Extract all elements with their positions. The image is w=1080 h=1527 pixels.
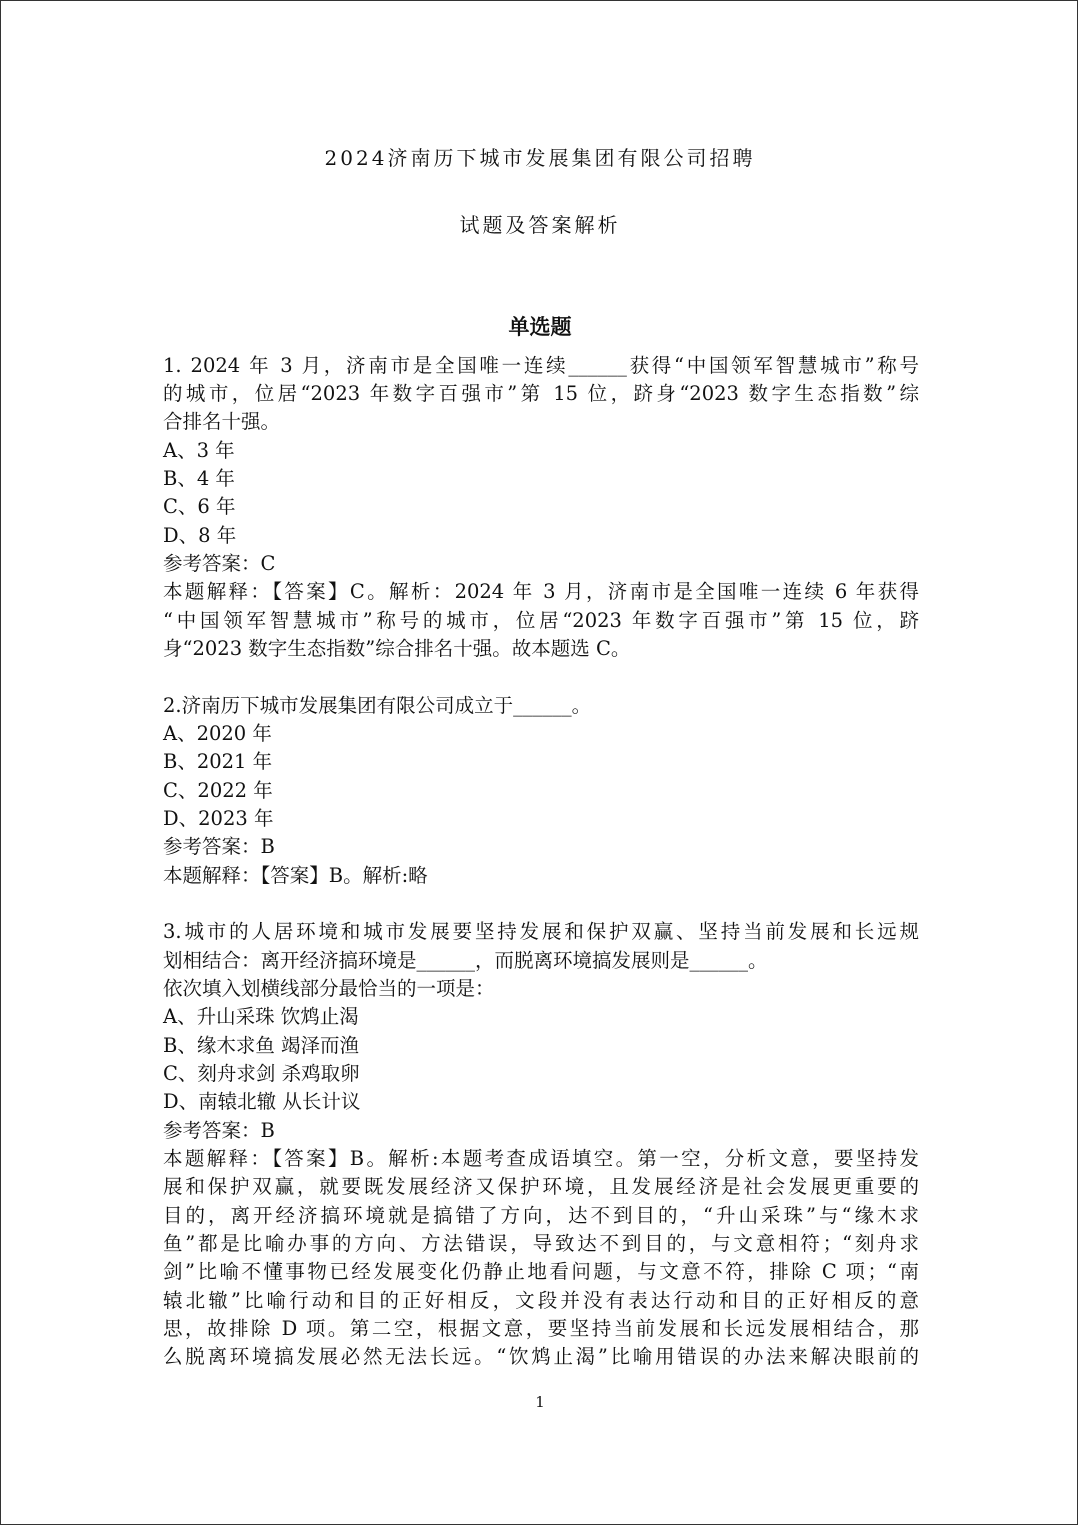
question-3-option-c: C、刻舟求剑 杀鸡取卵 [163,1062,360,1085]
question-1-answer: 参考答案：C [163,552,276,575]
question-2-option-c: C、2022 年 [163,779,273,802]
question-1-option-b: B、4 年 [163,467,235,490]
question-3-explanation-line-6: 辕北辙”比喻行动和目的正好相反，文段并没有表达行动和目的正好相反的意 [163,1289,919,1312]
section-heading: 单选题 [508,315,572,339]
question-3-explanation-line-2: 展和保护双赢，就要既发展经济又保护环境，且发展经济是社会发展更重要的 [163,1175,919,1198]
question-3-answer: 参考答案：B [163,1119,275,1142]
question-3-option-a: A、升山采珠 饮鸩止渴 [163,1005,359,1028]
question-3-explanation-line-8: 么脱离环境搞发展必然无法长远。“饮鸩止渴”比喻用错误的办法来解决眼前的 [163,1345,919,1368]
document-title-line-1: 2024济南历下城市发展集团有限公司招聘 [324,146,756,170]
page-number: 1 [535,1393,545,1411]
question-3-stem-line-3: 依次填入划横线部分最恰当的一项是： [163,977,495,1000]
question-1-explanation-line-1: 本题解释：【答案】C。解析：2024 年 3 月，济南市是全国唯一连续 6 年获得 [163,580,919,603]
question-3-option-d: D、南辕北辙 从长计议 [163,1090,361,1113]
question-1-stem-line-3: 合排名十强。 [163,410,281,433]
question-1-explanation-line-3: 身“2023 数字生态指数”综合排名十强。故本题选 C。 [163,637,631,660]
question-3-option-b: B、缘木求鱼 竭泽而渔 [163,1034,360,1057]
question-3-explanation-line-1: 本题解释：【答案】B。解析:本题考查成语填空。第一空，分析文意，要坚持发 [163,1147,919,1170]
question-1-stem-line-2: 的城市，位居“2023 年数字百强市”第 15 位，跻身“2023 数字生态指数”综 [163,382,919,405]
question-3-stem-line-1: 3.城市的人居环境和城市发展要坚持发展和保护双赢、坚持当前发展和长远规 [163,920,919,943]
question-2-option-b: B、2021 年 [163,750,273,773]
question-3-explanation-line-7: 思，故排除 D 项。第二空，根据文意，要坚持当前发展和长远发展相结合，那 [163,1317,919,1340]
question-2-option-a: A、2020 年 [163,722,272,745]
question-2-answer: 参考答案：B [163,835,275,858]
question-2-option-d: D、2023 年 [163,807,274,830]
question-2-stem-line-1: 2.济南历下城市发展集团有限公司成立于______。 [163,694,592,717]
question-1-option-d: D、8 年 [163,524,237,547]
question-2-explanation-line-1: 本题解释：【答案】B。解析:略 [163,864,428,887]
question-1-option-a: A、3 年 [163,439,235,462]
document-title-line-2: 试题及答案解析 [459,213,621,237]
question-1-explanation-line-2: “中国领军智慧城市”称号的城市，位居“2023 年数字百强市”第 15 位，跻 [163,609,919,632]
question-1-stem-line-1: 1. 2024 年 3 月，济南市是全国唯一连续______获得“中国领军智慧城市”称号 [163,354,919,377]
question-3-stem-line-2: 划相结合：离开经济搞环境是______，而脱离环境搞发展则是______。 [163,949,768,972]
question-3-explanation-line-3: 目的，离开经济搞环境就是搞错了方向，达不到目的，“升山采珠”与“缘木求 [163,1204,919,1227]
question-1-option-c: C、6 年 [163,495,236,518]
question-3-explanation-line-4: 鱼”都是比喻办事的方向、方法错误，导致达不到目的，与文意相符；“刻舟求 [163,1232,919,1255]
question-3-explanation-line-5: 剑”比喻不懂事物已经发展变化仍静止地看问题，与文意不符，排除 C 项；“南 [163,1260,919,1283]
